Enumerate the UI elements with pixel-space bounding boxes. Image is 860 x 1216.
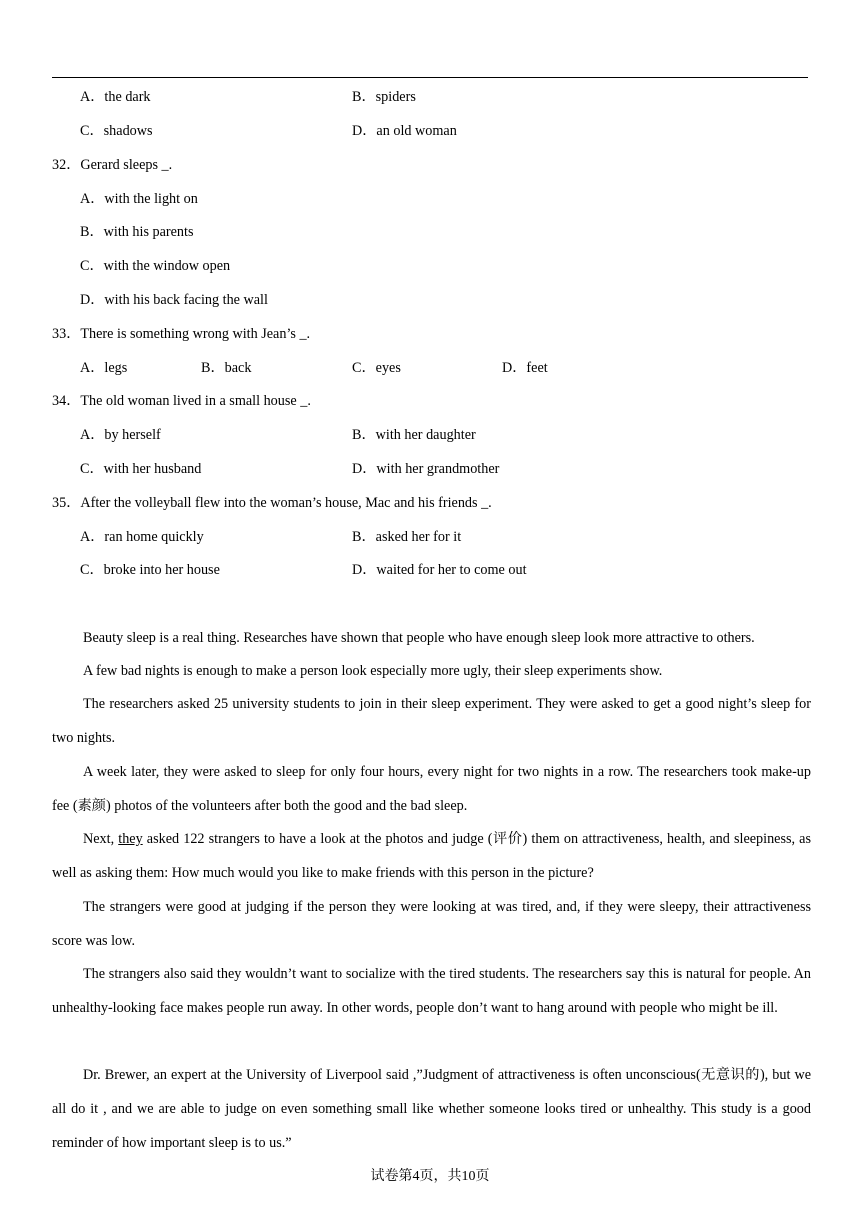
- q31-option-a: A．the dark: [80, 89, 151, 105]
- passage-paragraph-5-start: Next,: [83, 831, 119, 847]
- passage-paragraph-2: A few bad nights is enough to make a person look especially more ugly, their sleep experiments show.: [83, 663, 663, 679]
- q33-option-d: D．feet: [502, 360, 548, 376]
- q31-option-b: B．spiders: [352, 89, 416, 105]
- q32-option-c: C．with the window open: [80, 258, 231, 274]
- passage-paragraph-4: A week later, they were asked to sleep for only four hours, every night for two nights in a row. The researchers took make-up fee (素颜) photos of the volunteers after both the good and the bad sleep.: [52, 764, 811, 814]
- q33-option-b: B．back: [201, 360, 252, 376]
- q35-stem: 35．After the volleyball flew into the woman’s house, Mac and his friends _.: [52, 495, 492, 511]
- q33-stem: 33．There is something wrong with Jean’s _.: [52, 326, 311, 342]
- q34-stem: 34．The old woman lived in a small house _.: [52, 393, 311, 409]
- page-footer: 试卷第4页，共10页: [370, 1169, 490, 1184]
- q31-option-c: C．shadows: [80, 123, 153, 139]
- passage-paragraph-1: Beauty sleep is a real thing. Researches have shown that people who have enough sleep look more attractive to others.: [83, 630, 755, 646]
- passage-paragraph-3: The researchers asked 25 university students to join in their sleep experiment. They were asked to get a good night’s sleep for two nights.: [52, 696, 811, 746]
- q34-option-c: C．with her husband: [80, 461, 202, 477]
- q31-option-d: D．an old woman: [352, 123, 457, 139]
- q32-option-b: B．with his parents: [80, 224, 194, 240]
- q32-option-a: A．with the light on: [80, 191, 198, 207]
- q35-option-c: C．broke into her house: [80, 562, 220, 578]
- q33-option-c: C．eyes: [352, 360, 401, 376]
- q32-option-d: D．with his back facing the wall: [80, 292, 268, 308]
- q35-option-b: B．asked her for it: [352, 529, 462, 545]
- q32-stem: 32．Gerard sleeps _.: [52, 157, 173, 173]
- underlined-word-they: they: [118, 831, 143, 847]
- passage-paragraph-5-rest: asked 122 strangers to have a look at the photos and judge (评价) them on attractiveness, health, and sleepiness, as well as asking them: How much would you like to make friends with this person in the picture?: [52, 831, 811, 881]
- q33-option-a: A．legs: [80, 360, 128, 376]
- q34-option-a: A．by herself: [80, 427, 161, 443]
- q34-option-b: B．with her daughter: [352, 427, 476, 443]
- passage-paragraph-8: Dr. Brewer, an expert at the University of Liverpool said ,”Judgment of attractiveness is often unconscious(无意识的), but we all do it , and we are able to judge on even something small like whether someone looks tired or unhealthy. This study is a good reminder of how important sleep is to us.”: [52, 1067, 811, 1151]
- q35-option-a: A．ran home quickly: [80, 529, 204, 545]
- q35-option-d: D．waited for her to come out: [352, 562, 527, 578]
- passage-paragraph-5: [52, 823, 811, 891]
- q34-option-d: D．with her grandmother: [352, 461, 500, 477]
- passage-paragraph-7: The strangers also said they wouldn’t want to socialize with the tired students. The researchers say this is natural for people. An unhealthy-looking face makes people run away. In other words, people don’t want to hang around with people who might be ill.: [52, 966, 811, 1016]
- passage-paragraph-6: The strangers were good at judging if the person they were looking at was tired, and, if they were sleepy, their attractiveness score was low.: [52, 899, 811, 949]
- header-rule: [52, 77, 808, 78]
